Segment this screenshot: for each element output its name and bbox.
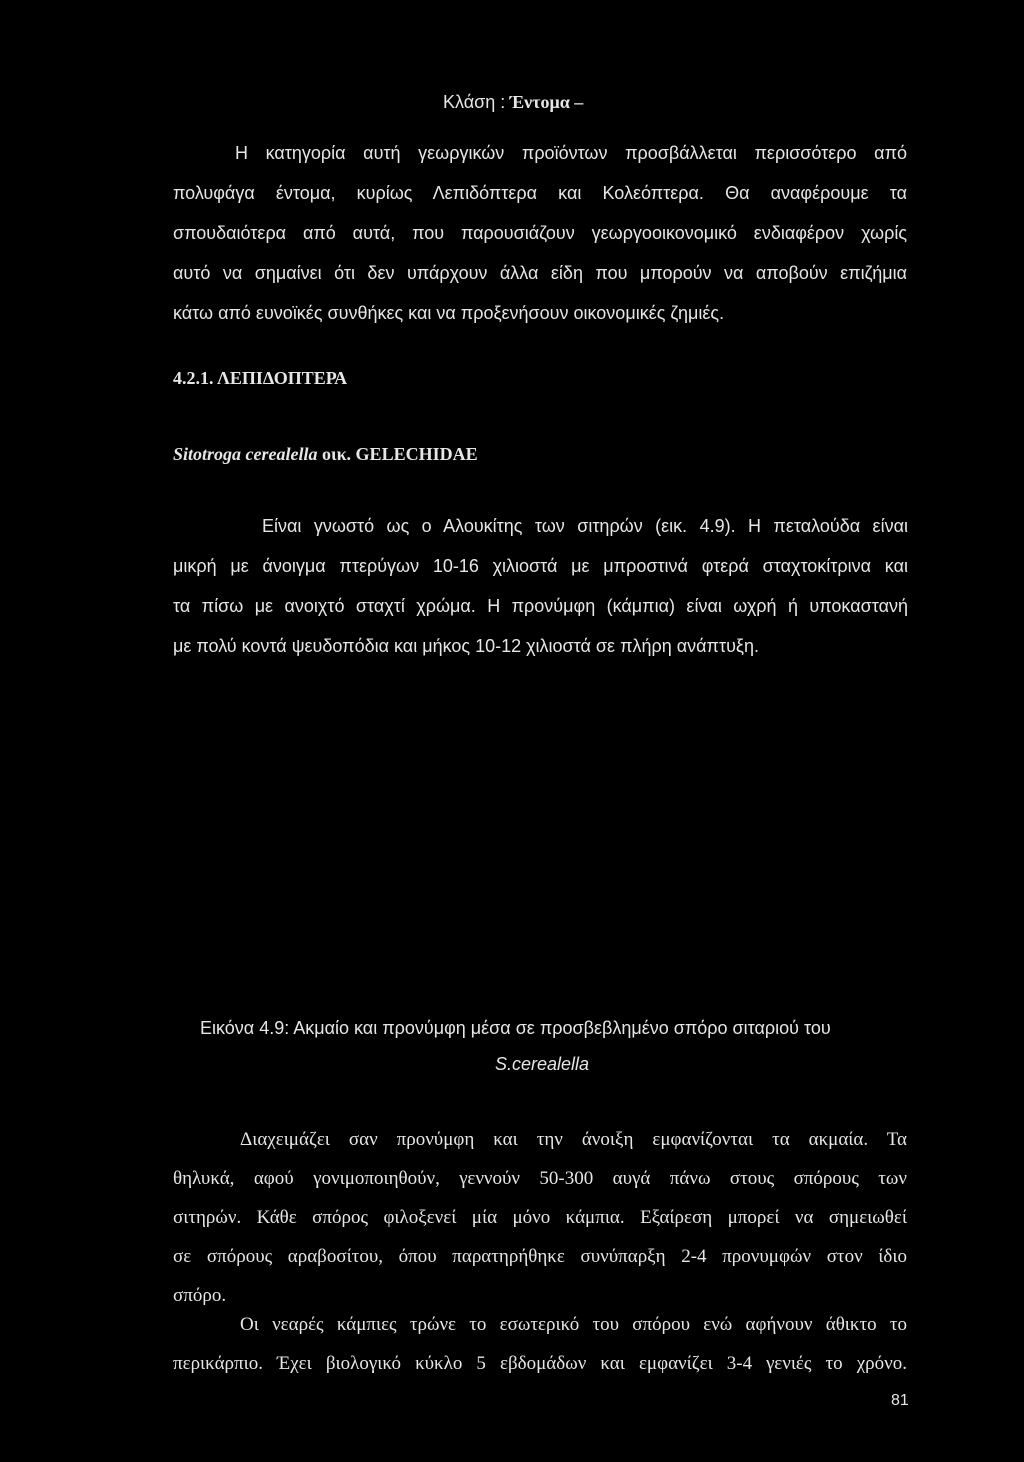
description-line: Είναι γνωστό ως ο Αλουκίτης των σιτηρών (εικ. 4.9). Η πεταλούδα είναι — [262, 516, 908, 536]
intro-line: κάτω από ευνοϊκές συνθήκες και να προξενήσουν οικονομικές ζημιές. — [173, 303, 725, 323]
description-line: τα πίσω με ανοιχτό σταχτί χρώμα. Η προνύμφη (κάμπια) είναι ωχρή ή υποκαστανή — [173, 596, 908, 616]
page-number: 81 — [891, 1392, 909, 1409]
figure-caption: Εικόνα 4.9: Ακμαίο και προνύμφη μέσα σε προσβεβλημένο σπόρο σιταριού του — [200, 1018, 831, 1038]
section-heading: 4.2.1. ΛΕΠΙΔΟΠΤΕΡΑ — [173, 368, 348, 388]
figure-area — [173, 680, 908, 1000]
class-value: Έντομα – — [509, 92, 584, 112]
class-header — [443, 90, 583, 114]
intro-line: σπουδαιότερα από αυτά, που παρουσιάζουν γεωργοοικονομικό ενδιαφέρον χωρίς — [173, 223, 907, 243]
body-line: σπόρο. — [173, 1285, 227, 1306]
class-label: Κλάση : — [443, 92, 506, 112]
body-line: Οι νεαρές κάμπιες τρώνε το εσωτερικό του σπόρου ενώ αφήνουν άθικτο το — [240, 1314, 907, 1335]
species-title — [173, 442, 478, 466]
intro-line: Η κατηγορία αυτή γεωργικών προϊόντων προσβάλλεται περισσότερο από — [235, 143, 907, 163]
figure-caption-species: S.cerealella — [495, 1054, 590, 1074]
intro-line: πολυφάγα έντομα, κυρίως Λεπιδόπτερα και Κολεόπτερα. Θα αναφέρουμε τα — [173, 183, 907, 203]
body-line: σε σπόρους αραβοσίτου, όπου παρατηρήθηκε συνύπαρξη 2-4 προνυμφών στον ίδιο — [173, 1246, 907, 1267]
species-name: Sitotroga cerealella — [173, 444, 318, 464]
description-line: με πολύ κοντά ψευδοπόδια και μήκος 10-12 χιλιοστά σε πλήρη ανάπτυξη. — [173, 636, 760, 656]
intro-line: αυτό να σημαίνει ότι δεν υπάρχουν άλλα είδη που μπορούν να αποβούν επιζήμια — [173, 263, 907, 283]
description-line: μικρή με άνοιγμα πτερύγων 10-16 χιλιοστά με μπροστινά φτερά σταχτοκίτρινα και — [173, 556, 908, 576]
body-line: σιτηρών. Κάθε σπόρος φιλοξενεί μία μόνο κάμπια. Εξαίρεση μπορεί να σημειωθεί — [173, 1207, 907, 1228]
body-line: περικάρπιο. Έχει βιολογικό κύκλο 5 εβδομάδων και εμφανίζει 3-4 γενιές το χρόνο. — [173, 1353, 907, 1374]
species-family: οικ. GELECHIDAE — [317, 444, 478, 464]
body-line: Διαχειμάζει σαν προνύμφη και την άνοιξη εμφανίζονται τα ακμαία. Τα — [240, 1129, 907, 1150]
body-line: θηλυκά, αφού γονιμοποιηθούν, γεννούν 50-300 αυγά πάνω στους σπόρους των — [173, 1168, 907, 1189]
